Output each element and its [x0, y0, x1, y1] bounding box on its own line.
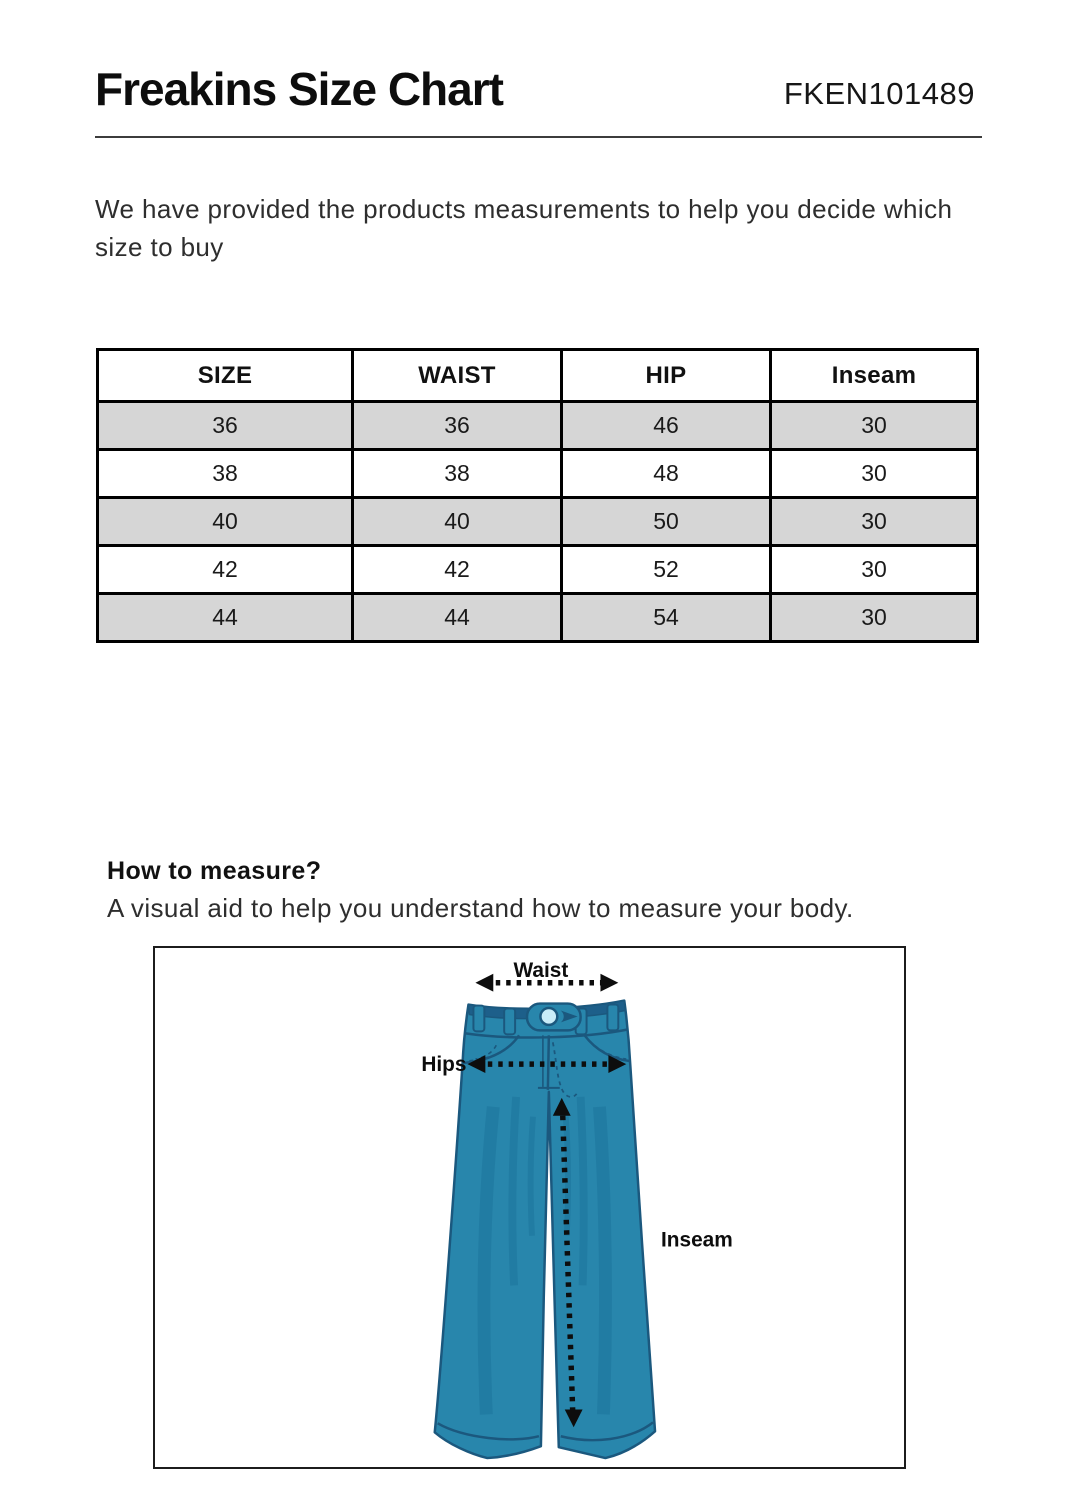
table-cell: 42 — [353, 546, 562, 594]
table-cell: 36 — [98, 402, 353, 450]
table-cell: 30 — [771, 498, 978, 546]
waist-arrowhead-right — [600, 974, 618, 992]
size-table — [96, 348, 979, 643]
column-header: SIZE — [98, 350, 353, 402]
table-header-row — [98, 350, 978, 402]
table-cell: 52 — [562, 546, 771, 594]
table-cell: 54 — [562, 594, 771, 642]
product-sku: FKEN101489 — [783, 76, 975, 111]
intro-text: We have provided the products measurements to help you decide which size to buy — [95, 194, 953, 262]
table-cell: 30 — [771, 450, 978, 498]
hips-label: Hips — [421, 1053, 467, 1077]
table-row — [98, 546, 978, 594]
table-cell: 44 — [98, 594, 353, 642]
jeans-body — [435, 1001, 655, 1458]
table-cell: 38 — [98, 450, 353, 498]
column-header: HIP — [562, 350, 771, 402]
waist-label: Waist — [513, 958, 569, 982]
table-row — [98, 498, 978, 546]
table-cell: 38 — [353, 450, 562, 498]
jeans-button — [540, 1008, 557, 1025]
column-header: Inseam — [771, 350, 978, 402]
table-row — [98, 402, 978, 450]
waist-arrowhead-left — [475, 974, 493, 992]
table-cell: 46 — [562, 402, 771, 450]
page-title: Freakins Size Chart — [95, 63, 503, 115]
inseam-label: Inseam — [660, 1228, 733, 1252]
table-cell: 30 — [771, 594, 978, 642]
how-to-measure-subheading: A visual aid to help you understand how to measure your body. — [107, 893, 854, 923]
table-cell: 48 — [562, 450, 771, 498]
jeans-graphic — [435, 1001, 655, 1458]
waist-measure — [475, 959, 618, 992]
how-to-measure-heading: How to measure? — [107, 857, 322, 885]
table-cell: 44 — [353, 594, 562, 642]
jeans-illustration — [155, 948, 904, 1467]
table-cell: 30 — [771, 402, 978, 450]
header-divider — [95, 136, 982, 138]
table-cell: 30 — [771, 546, 978, 594]
measurement-illustration-box — [153, 946, 906, 1469]
column-header: WAIST — [353, 350, 562, 402]
table-body — [98, 402, 978, 642]
table-cell: 40 — [98, 498, 353, 546]
table-cell: 50 — [562, 498, 771, 546]
table-cell: 42 — [98, 546, 353, 594]
table-cell: 40 — [353, 498, 562, 546]
table-cell: 36 — [353, 402, 562, 450]
table-row — [98, 594, 978, 642]
table-row — [98, 450, 978, 498]
